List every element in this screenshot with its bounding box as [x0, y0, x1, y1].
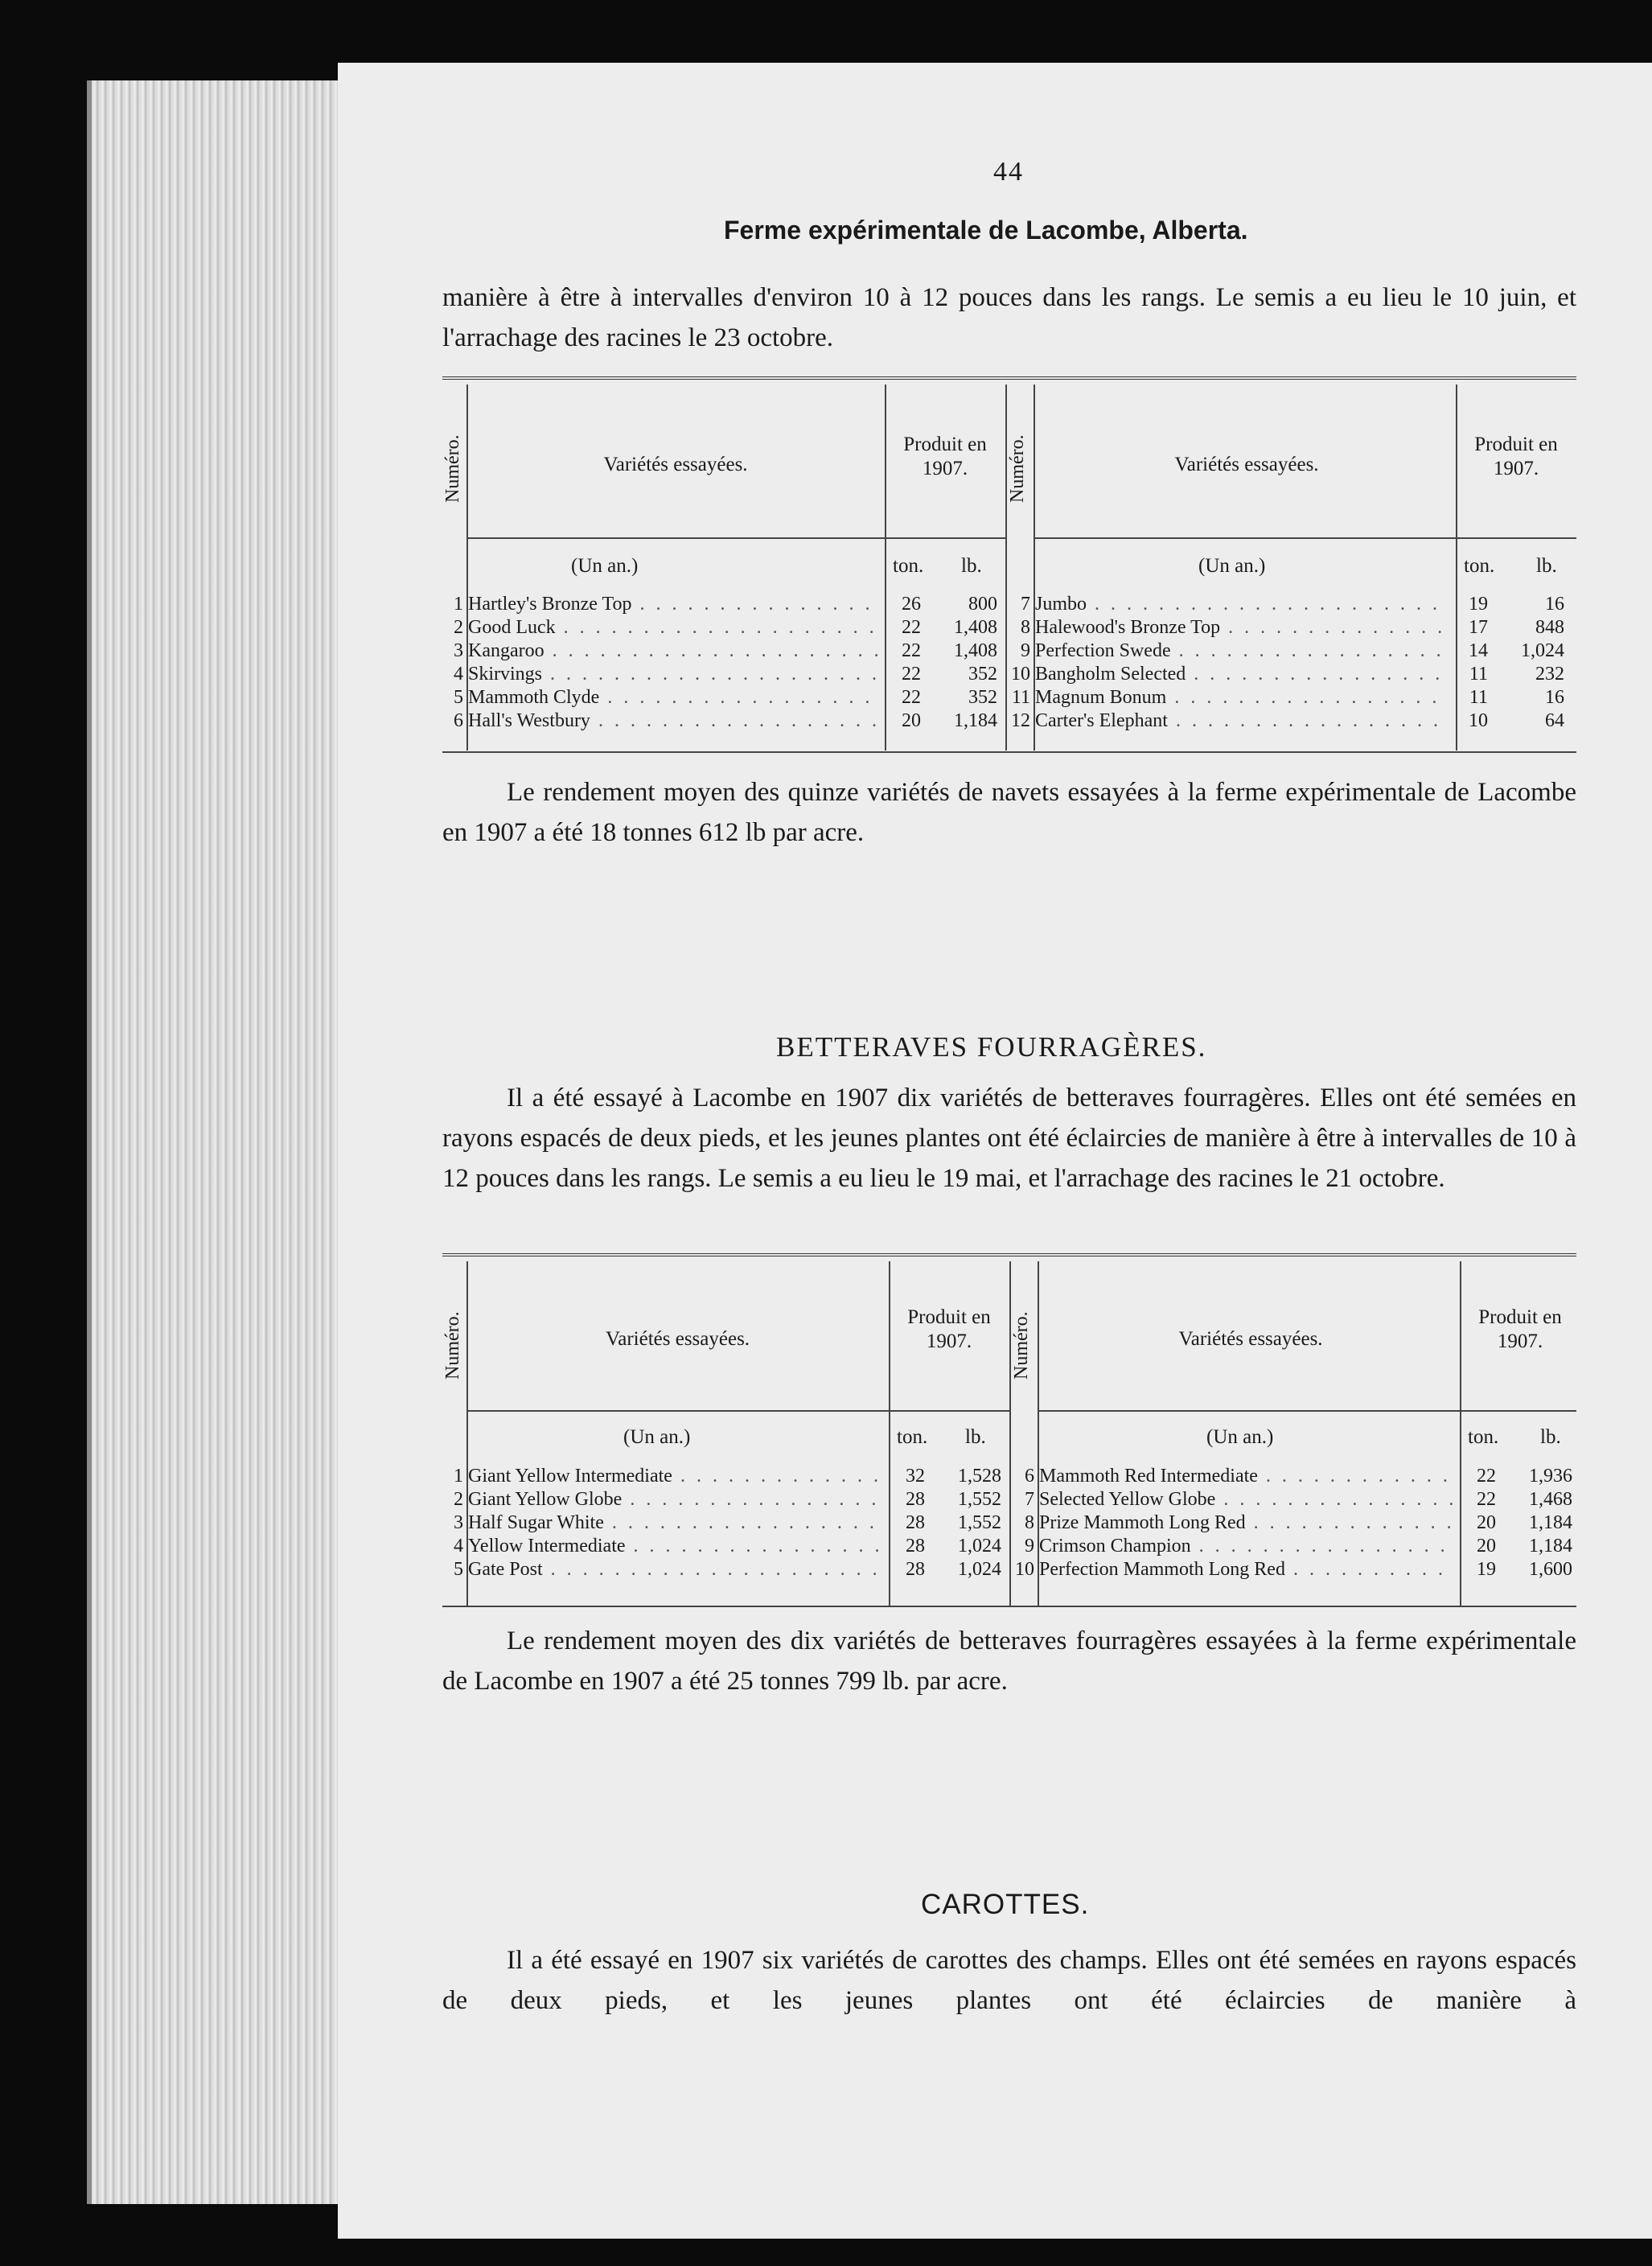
varietes-header-left: Variétés essayées.	[605, 1328, 750, 1350]
row-ton: 22	[1477, 1489, 1496, 1510]
row-ton: 22	[902, 617, 921, 638]
row-name: Kangaroo . . .	[468, 639, 880, 663]
row-lb: 1,552	[958, 1489, 1001, 1510]
row-lb: 352	[968, 664, 997, 685]
row-lb: 1,184	[1529, 1536, 1572, 1557]
betteraves-heading: BETTERAVES FOURRAGÈRES.	[776, 1031, 1207, 1063]
row-lb: 1,468	[1529, 1489, 1572, 1510]
row-lb: 232	[1535, 664, 1564, 685]
numero-header-right: Numéro.	[1011, 1311, 1032, 1380]
unit-lb-right: lb.	[1536, 555, 1557, 577]
row-n: 10	[1015, 1559, 1034, 1580]
row-ton: 14	[1469, 640, 1488, 661]
produit-header-left: Produit en 1907.	[907, 1306, 991, 1352]
table-row	[442, 639, 1576, 663]
row-ton: 28	[906, 1536, 925, 1557]
navets-summary: Le rendement moyen des quinze variétés de navets essayées à la ferme expérimentale de Lacombe en 1907 a été 18 tonnes 612 lb par acre.	[442, 778, 1576, 847]
row-name: Bangholm Selected . . .	[1035, 662, 1447, 686]
unit-lb-right: lb.	[1540, 1426, 1561, 1448]
row-name: Crimson Champion . . .	[1039, 1534, 1453, 1558]
row-ton: 32	[906, 1466, 925, 1487]
page-number: 44	[993, 157, 1024, 187]
row-n: 4	[454, 1536, 463, 1557]
row-ton: 22	[1477, 1466, 1496, 1487]
table-row	[442, 1534, 1576, 1558]
row-name: Mammoth Red Intermediate . . .	[1039, 1464, 1453, 1488]
row-n: 7	[1025, 1489, 1034, 1510]
table-row	[442, 615, 1576, 639]
varietes-header-right: Variétés essayées.	[1178, 1328, 1323, 1350]
row-n: 2	[454, 1489, 463, 1510]
row-name: Magnum Bonum . . .	[1035, 685, 1447, 709]
row-ton: 19	[1469, 594, 1488, 615]
intro-paragraph: manière à être à intervalles d'environ 10 à 12 pouces dans les rangs. Le semis a eu lieu le 10 juin, et l'arrachage des racines le 23 octobre.	[442, 283, 1576, 352]
row-n: 4	[454, 664, 463, 685]
table-row	[442, 709, 1576, 733]
subheader-age-right: (Un an.)	[1206, 1426, 1274, 1448]
row-ton: 10	[1469, 710, 1488, 731]
row-lb: 1,184	[1529, 1512, 1572, 1533]
row-ton: 20	[902, 710, 921, 731]
row-lb: 1,936	[1529, 1466, 1572, 1487]
table-row	[442, 662, 1576, 686]
row-n: 12	[1011, 710, 1030, 731]
row-n: 8	[1025, 1512, 1034, 1533]
subheader-age-right: (Un an.)	[1198, 555, 1266, 577]
row-name: Skirvings . . .	[468, 662, 880, 686]
row-ton: 11	[1469, 687, 1488, 708]
row-lb: 848	[1535, 617, 1564, 638]
row-n: 9	[1025, 1536, 1034, 1557]
unit-ton-right: ton.	[1468, 1426, 1499, 1448]
row-n: 1	[454, 594, 463, 615]
table-row	[442, 1511, 1576, 1535]
row-name: Yellow Intermediate . . .	[468, 1534, 882, 1558]
row-ton: 17	[1469, 617, 1488, 638]
carottes-heading: CAROTTES.	[921, 1889, 1090, 1920]
row-name: Prize Mammoth Long Red . . .	[1039, 1511, 1453, 1535]
row-name: Good Luck . . .	[468, 615, 880, 639]
produit-header-right: Produit en 1907.	[1478, 1306, 1562, 1352]
row-n: 9	[1021, 640, 1030, 661]
row-n: 3	[454, 640, 463, 661]
row-ton: 28	[906, 1512, 925, 1533]
row-name: Perfection Mammoth Long Red . . .	[1039, 1557, 1453, 1581]
row-n: 11	[1011, 687, 1030, 708]
navets-table	[442, 376, 1576, 755]
carottes-paragraph: Il a été essayé en 1907 six variétés de carottes des champs. Elles ont été semées en rayons espacés de deux pieds, et les jeunes plantes ont été éclaircies de manière à	[442, 1946, 1576, 2015]
row-lb: 1,408	[954, 640, 997, 661]
table-row	[442, 1464, 1576, 1488]
row-ton: 26	[902, 594, 921, 615]
subheader-age-left: (Un an.)	[571, 555, 639, 577]
row-n: 7	[1021, 594, 1030, 615]
table-row	[442, 592, 1576, 616]
row-name: Hartley's Bronze Top . . .	[468, 592, 880, 616]
table-row	[442, 1487, 1576, 1511]
running-head: Ferme expérimentale de Lacombe, Alberta.	[724, 216, 1248, 245]
row-name: Mammoth Clyde . . .	[468, 685, 880, 709]
unit-ton-left: ton.	[897, 1426, 928, 1448]
betteraves-table	[442, 1253, 1576, 1607]
row-name: Giant Yellow Intermediate . . .	[468, 1464, 882, 1488]
row-ton: 22	[902, 664, 921, 685]
row-ton: 22	[902, 687, 921, 708]
unit-lb-left: lb.	[961, 555, 982, 577]
betteraves-summary: Le rendement moyen des dix variétés de betteraves fourragères essayées à la ferme expérimentale de Lacombe en 1907 a été 25 tonnes 799 lb. par acre.	[442, 1627, 1576, 1696]
table-top-rule	[442, 376, 1576, 385]
row-name: Hall's Westbury . . .	[468, 709, 880, 733]
row-name: Gate Post . . .	[468, 1557, 882, 1581]
row-lb: 800	[968, 594, 997, 615]
row-n: 3	[454, 1512, 463, 1533]
row-ton: 19	[1477, 1559, 1496, 1580]
row-n: 6	[454, 710, 463, 731]
numero-header-right: Numéro.	[1007, 434, 1028, 504]
row-name: Halewood's Bronze Top . . .	[1035, 615, 1447, 639]
row-name: Perfection Swede . . .	[1035, 639, 1447, 663]
row-name: Giant Yellow Globe . . .	[468, 1487, 882, 1511]
row-n: 6	[1025, 1466, 1034, 1487]
row-ton: 20	[1477, 1536, 1496, 1557]
betteraves-paragraph: Il a été essayé à Lacombe en 1907 dix variétés de betteraves fourragères. Elles ont été semées en rayons espacés de deux pieds, et les jeunes plantes ont été éclaircies de manière à être à intervalles de 10 à 12 pouces dans les rangs. Le semis a eu lieu le 19 mai, et l'arrachage des racines le 21 octobre.	[442, 1084, 1576, 1193]
row-name: Carter's Elephant . . .	[1035, 709, 1447, 733]
stacked-page-edges	[87, 80, 357, 2204]
row-lb: 1,528	[958, 1466, 1001, 1487]
row-lb: 16	[1545, 687, 1564, 708]
produit-header-right: Produit en 1907.	[1474, 434, 1558, 479]
numero-header-left: Numéro.	[442, 434, 463, 504]
row-ton: 20	[1477, 1512, 1496, 1533]
table-row	[442, 685, 1576, 709]
unit-lb-left: lb.	[965, 1426, 986, 1448]
row-name: Jumbo . . .	[1035, 592, 1447, 616]
row-lb: 1,024	[1521, 640, 1564, 661]
row-lb: 1,024	[958, 1559, 1001, 1580]
row-lb: 1,184	[954, 710, 997, 731]
table-top-rule	[442, 1253, 1576, 1261]
row-n: 1	[454, 1466, 463, 1487]
row-lb: 1,408	[954, 617, 997, 638]
row-n: 2	[454, 617, 463, 638]
row-ton: 11	[1469, 664, 1488, 685]
unit-ton-right: ton.	[1464, 555, 1495, 577]
subheader-age-left: (Un an.)	[623, 1426, 691, 1448]
varietes-header-right: Variétés essayées.	[1174, 454, 1319, 475]
produit-header-left: Produit en 1907.	[903, 434, 987, 479]
row-name: Selected Yellow Globe . . .	[1039, 1487, 1453, 1511]
varietes-header-left: Variétés essayées.	[603, 454, 748, 475]
row-lb: 1,600	[1529, 1559, 1572, 1580]
row-lb: 16	[1545, 594, 1564, 615]
row-name: Half Sugar White . . .	[468, 1511, 882, 1535]
row-lb: 1,552	[958, 1512, 1001, 1533]
row-n: 8	[1021, 617, 1030, 638]
row-n: 5	[454, 687, 463, 708]
unit-ton-left: ton.	[893, 555, 924, 577]
numero-header-left: Numéro.	[442, 1311, 463, 1380]
row-lb: 1,024	[958, 1536, 1001, 1557]
row-ton: 22	[902, 640, 921, 661]
row-n: 5	[454, 1559, 463, 1580]
table-row	[442, 1557, 1576, 1581]
row-lb: 352	[968, 687, 997, 708]
row-ton: 28	[906, 1489, 925, 1510]
row-lb: 64	[1545, 710, 1564, 731]
row-ton: 28	[906, 1559, 925, 1580]
row-n: 10	[1011, 664, 1030, 685]
